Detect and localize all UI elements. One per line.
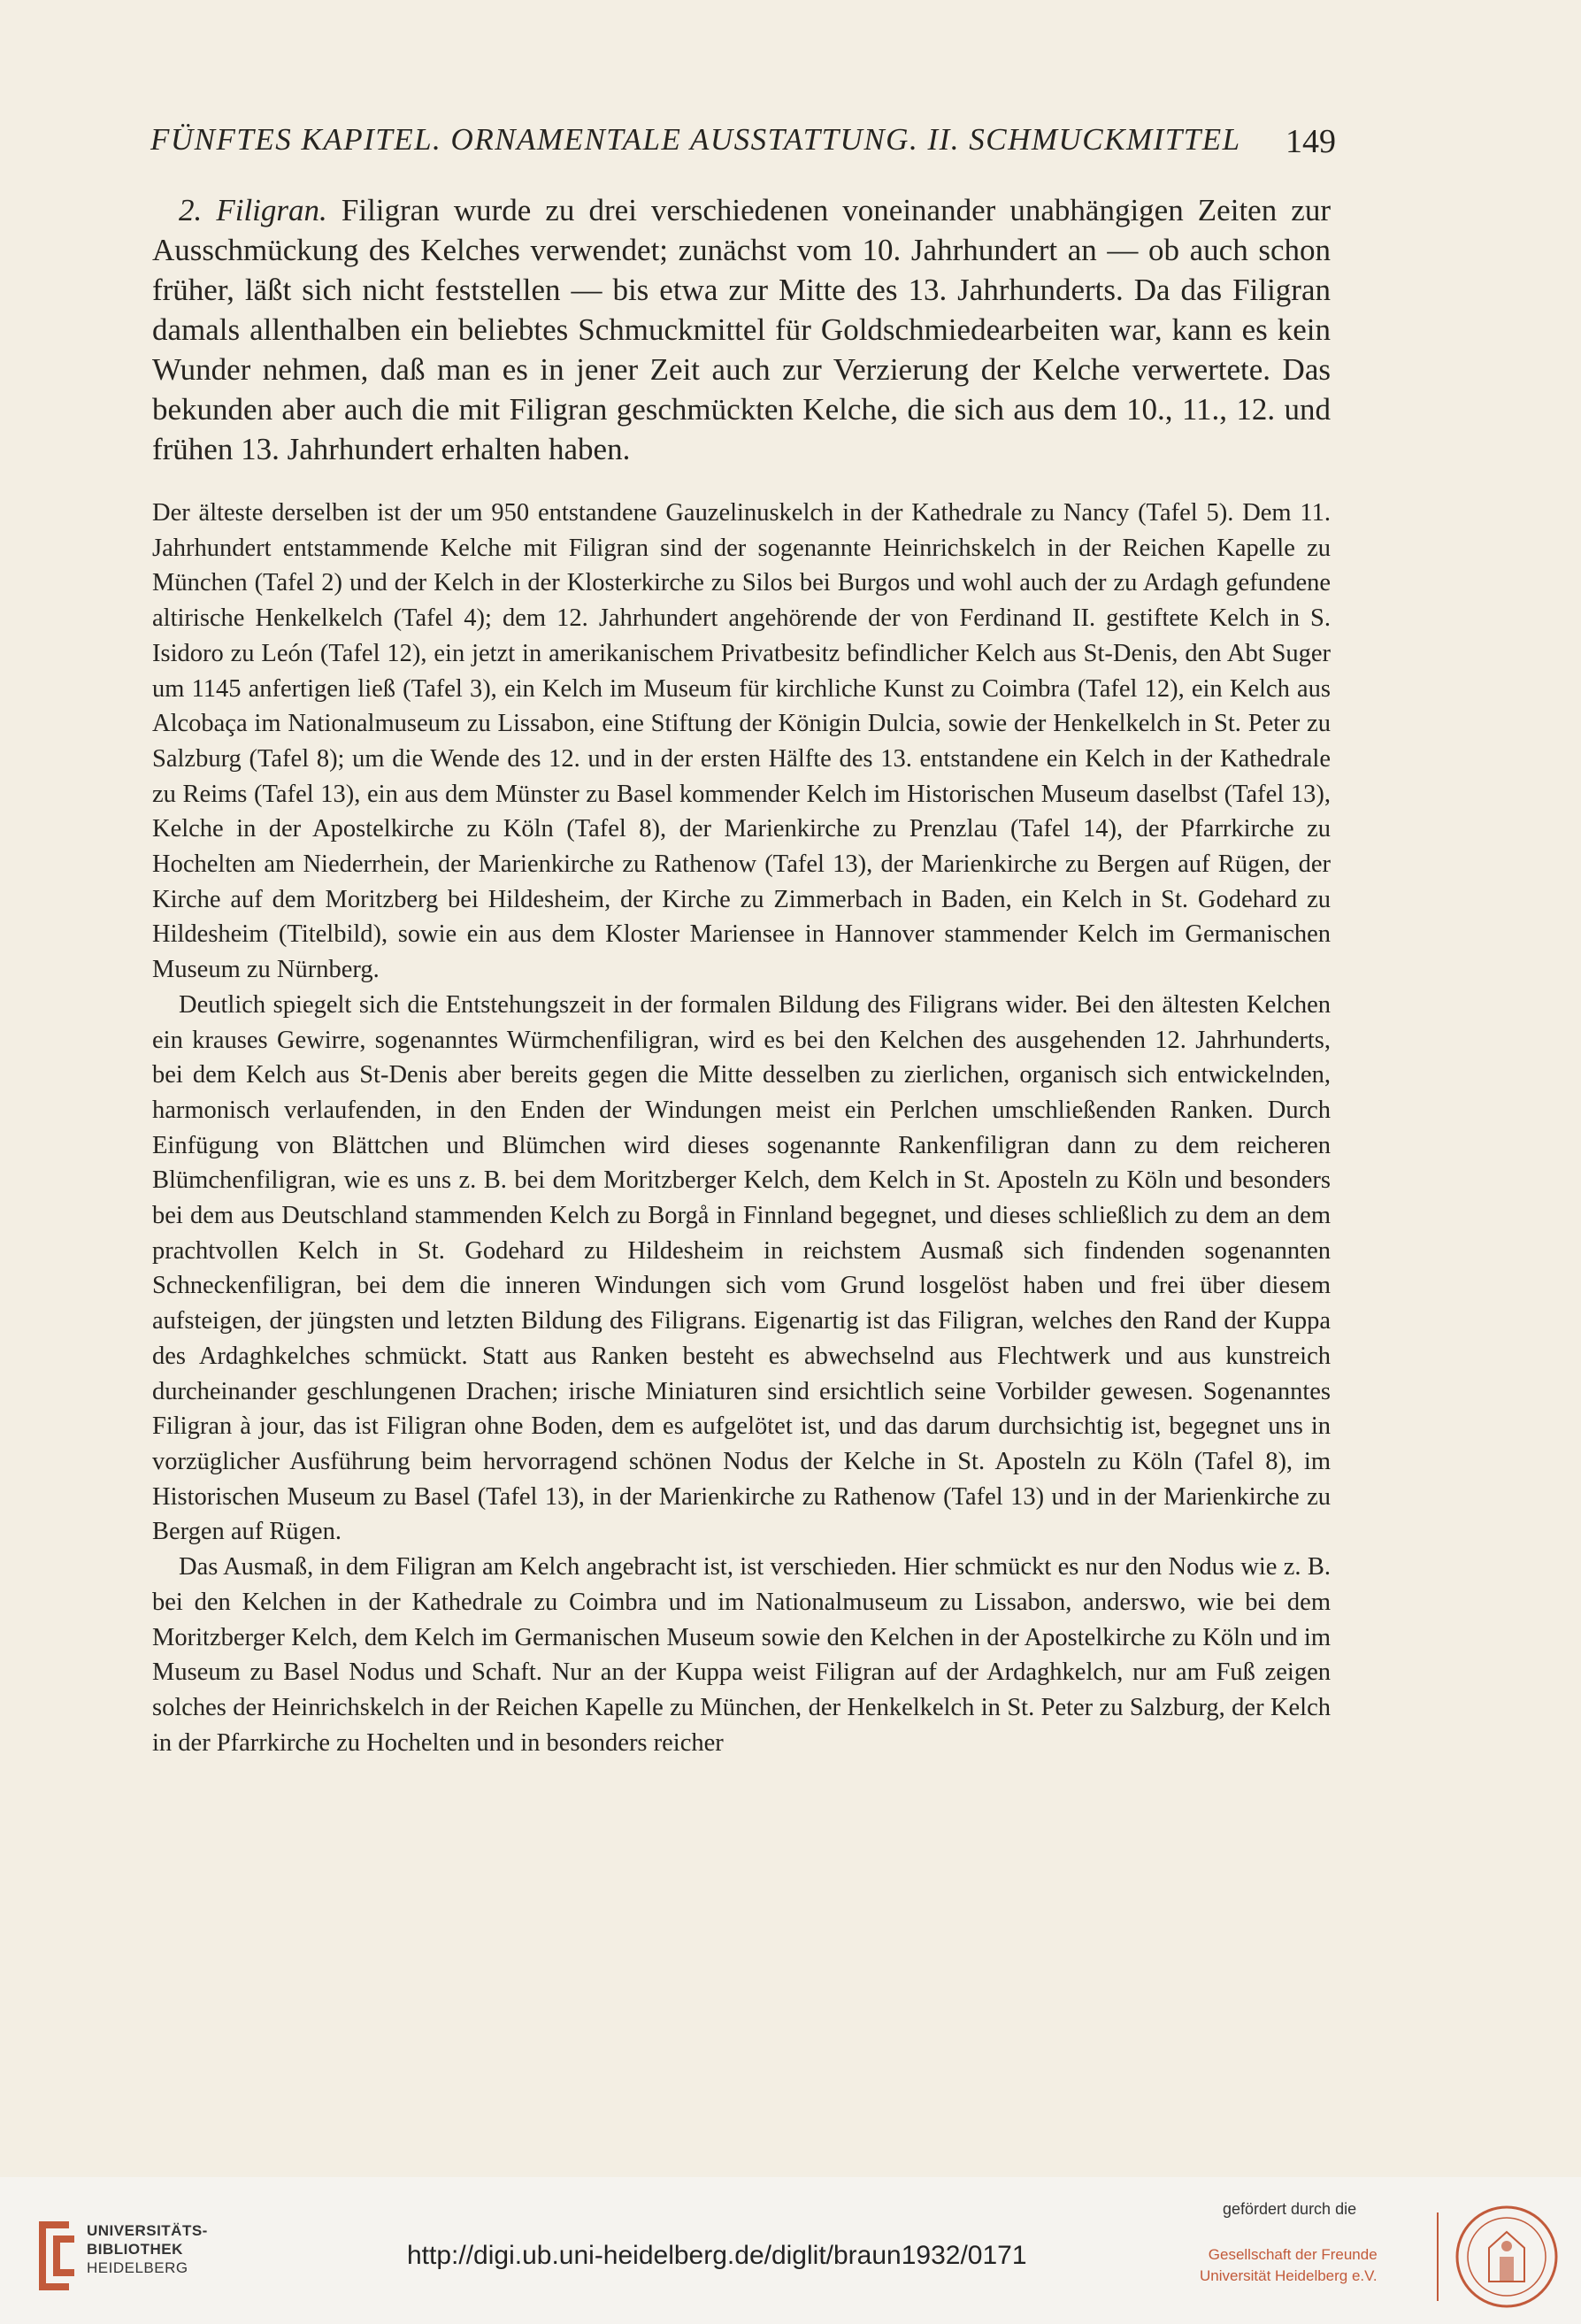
- running-header: [150, 122, 1336, 166]
- university-seal-icon: [1454, 2204, 1560, 2310]
- page-body: [152, 190, 1331, 1760]
- sponsor-label: gefördert durch die: [1223, 2200, 1357, 2218]
- library-name: [87, 2221, 208, 2277]
- section-heading: 2. Filigran.: [179, 193, 327, 227]
- library-name-line: BIBLIOTHEK: [87, 2241, 183, 2258]
- digitization-footer: [0, 2177, 1581, 2324]
- main-paragraph: [152, 190, 1331, 469]
- page-number: 149: [1286, 123, 1336, 160]
- permalink[interactable]: http://digi.ub.uni-heidelberg.de/diglit/braun1932/0171: [407, 2241, 1027, 2270]
- university-library-logo-icon: [34, 2216, 80, 2296]
- library-name-line: UNIVERSITÄTS-: [87, 2222, 208, 2239]
- society-name: [1200, 2244, 1378, 2287]
- small-paragraph: Der älteste derselben ist der um 950 entstandene Gauzelinuskelch in der Kathedrale zu Nancy (Tafel 5). Dem 11. Jahrhundert entstammende Kelche mit Filigran sind der sogenannte Heinrichskelch in der Reichen Kapelle zu München (Tafel 2) und der Kelch in der Klosterkirche zu Silos bei Burgos und wohl auch der zu Ardagh gefundene altirische Henkelkelch (Tafel 4); dem 12. Jahrhundert angehörende der von Ferdinand II. gestiftete Kelch in S. Isidoro zu León (Tafel 12), ein jetzt in amerikanischem Privatbesitz befindlicher Kelch aus St-Denis, den Abt Suger um 1145 anfertigen ließ (Tafel 3), ein Kelch im Museum für kirchliche Kunst zu Coimbra (Tafel 12), ein Kelch aus Alcobaça im Nationalmuseum zu Lissabon, eine Stiftung der Königin Dulcia, sowie der Henkelkelch in St. Peter zu Salzburg (Tafel 8); um die Wende des 12. und in der ersten Hälfte des 13. entstandene ein Kelch in der Kathedrale zu Reims (Tafel 13), ein aus dem Münster zu Basel kommender Kelch im Historischen Museum daselbst (Tafel 13), Kelche in der Apostelkirche zu Köln (Tafel 8), der Marienkirche zu Prenzlau (Tafel 14), der Pfarrkirche zu Hochelten am Niederrhein, der Marienkirche zu Rathenow (Tafel 13), der Marienkirche zu Bergen auf Rügen, der Kirche auf dem Moritzberg bei Hildesheim, der Kirche zu Zimmerbach in Baden, ein Kelch in St. Godehard zu Hildesheim (Titelbild), sowie ein aus dem Kloster Mariensee in Hannover stammender Kelch im Germanischen Museum zu Nürnberg.: [152, 499, 1331, 984]
- small-paragraph: Deutlich spiegelt sich die Entstehungszeit in der formalen Bildung des Filigrans wider. Bei den ältesten Kelchen ein krauses Gewirre, sogenanntes Würmchenfiligran, wird es bei den Kelchen des ausgehenden 12. Jahrhunderts, bei dem Kelch aus St-Denis aber bereits gegen die Mitte desselben zu zierlichen, organisch sich entwickelnden, harmonisch verlaufenden, in den Enden der Windungen meist ein Perlchen umschließenden Ranken. Durch Einfügung von Blättchen und Blümchen wird dieses sogenannte Rankenfiligran dann zu dem reicheren Blümchenfiligran, wie es uns z. B. bei dem Moritzberger Kelch, dem Kelch in St. Aposteln zu Köln und besonders bei dem aus Deutschland stammenden Kelch zu Borgå in Finnland begegnet, und dieses schließlich zu dem an dem prachtvollen Kelch in St. Godehard zu Hildesheim in reichstem Ausmaß sich findenden sogenannten Schneckenfiligran, bei dem die inneren Windungen sich vom Grund losgelöst haben und frei über diesem aufsteigen, der jüngsten und letzten Bildung des Filigrans. Eigenartig ist das Filigran, welches den Rand der Kuppa des Ardaghkelches schmückt. Statt aus Ranken besteht es abwechselnd aus Flechtwerk und aus kunstreich durcheinander geschlungenen Drachen; irische Miniaturen sind ersichtlich seine Vorbilder gewesen. Sogenanntes Filigran à jour, das ist Filigran ohne Boden, dem es aufgelötet ist, und das darum durchsichtig ist, begegnet uns in vorzüglicher Ausführung beim hervorragend schönen Nodus der Kelche in St. Aposteln zu Köln (Tafel 8), im Historischen Museum zu Basel (Tafel 13), in der Marienkirche zu Rathenow (Tafel 13) und in der Marienkirche zu Bergen auf Rügen.: [152, 990, 1331, 1546]
- library-name-line: HEIDELBERG: [87, 2259, 188, 2276]
- society-name-line: Gesellschaft der Freunde: [1208, 2246, 1378, 2263]
- society-name-line: Universität Heidelberg e.V.: [1200, 2267, 1378, 2284]
- chapter-title: FÜNFTES KAPITEL. ORNAMENTALE AUSSTATTUNG. II. SCHMUCKMITTEL: [150, 122, 1241, 157]
- small-print-section: [152, 496, 1331, 1760]
- footer-divider: [1437, 2212, 1439, 2301]
- small-paragraph: Das Ausmaß, in dem Filigran am Kelch angebracht ist, ist verschieden. Hier schmückt es nur den Nodus wie z. B. bei den Kelchen in der Kathedrale zu Coimbra und im Nationalmuseum zu Lissabon, anderswo, wie bei dem Moritzberger Kelch, dem Kelch im Germanischen Museum sowie den Kelchen in der Apostelkirche zu Köln und im Museum zu Basel Nodus und Schaft. Nur an der Kuppa weist Filigran auf der Ardaghkelch, nur am Fuß zeigen solches der Heinrichskelch in der Reichen Kapelle zu München, der Henkelkelch in St. Peter zu Salzburg, der Kelch in der Pfarrkirche zu Hochelten und in besonders reicher: [152, 1553, 1331, 1757]
- main-paragraph-text: Filigran wurde zu drei verschiedenen voneinander unabhängigen Zeiten zur Ausschmückung des Kelches verwendet; zunächst vom 10. Jahrhundert an — ob auch schon früher, läßt sich nicht feststellen — bis etwa zur Mitte des 13. Jahrhunderts. Da das Filigran damals allenthalben ein beliebtes Schmuckmittel für Goldschmiedearbeiten war, kann es kein Wunder nehmen, daß man es in jener Zeit auch zur Verzierung der Kelche verwertete. Das bekunden aber auch die mit Filigran geschmückten Kelche, die sich aus dem 10., 11., 12. und frühen 13. Jahrhundert erhalten haben.: [152, 193, 1331, 466]
